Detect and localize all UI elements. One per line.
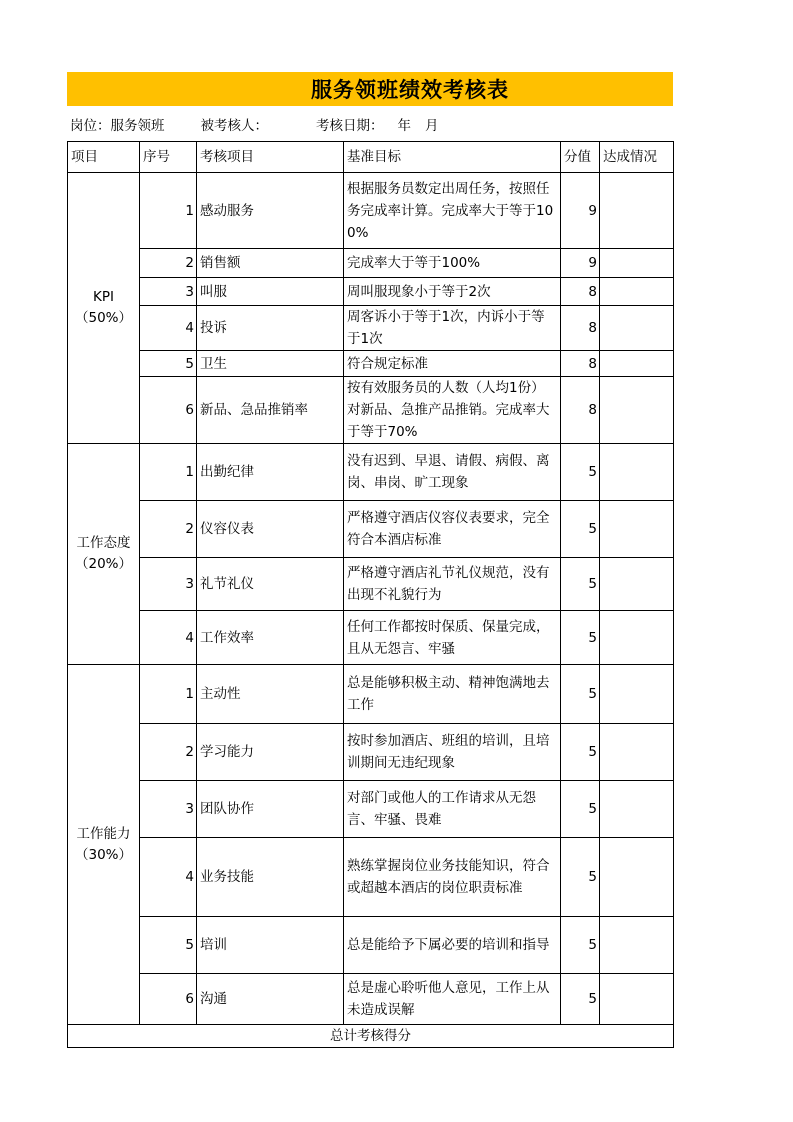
result-cell[interactable] [600,306,674,351]
target-cell: 严格遵守酒店仪容仪表要求，完全符合本酒店标准 [344,501,561,558]
assessee-label: 被考核人： [200,118,268,134]
item-name-cell: 业务技能 [197,838,344,917]
score-cell: 8 [561,278,600,306]
table-row [68,173,674,249]
item-name-cell: 投诉 [197,306,344,351]
result-cell[interactable] [600,781,674,838]
score-cell: 5 [561,781,600,838]
total-row [68,1025,674,1048]
item-name-cell: 培训 [197,917,344,974]
target-cell: 任何工作都按时保质、保量完成，且从无怨言、牢骚 [344,611,561,665]
table-row [68,558,674,611]
target-cell: 完成率大于等于100% [344,249,561,278]
header-score: 分值 [561,142,600,173]
table-row [68,917,674,974]
target-cell: 总是能给予下属必要的培训和指导 [344,917,561,974]
table-row [68,351,674,377]
result-cell[interactable] [600,665,674,724]
result-cell[interactable] [600,351,674,377]
total-score-label: 总计考核得分 [68,1025,674,1048]
header-row [68,142,674,173]
item-name-cell: 工作效率 [197,611,344,665]
score-cell: 5 [561,558,600,611]
score-cell: 5 [561,611,600,665]
year-label: 年 [397,118,411,134]
target-cell: 周叫服现象小于等于2次 [344,278,561,306]
score-cell: 8 [561,377,600,444]
position-value: 服务领班 [110,118,165,134]
item-name-cell: 主动性 [197,665,344,724]
date-label: 考核日期： [316,118,384,134]
item-name-cell: 仪容仪表 [197,501,344,558]
target-cell: 严格遵守酒店礼节礼仪规范，没有出现不礼貌行为 [344,558,561,611]
seq-cell: 2 [140,501,197,558]
target-cell: 符合规定标准 [344,351,561,377]
table-row [68,377,674,444]
item-name-cell: 叫服 [197,278,344,306]
header-item: 考核项目 [197,142,344,173]
result-cell[interactable] [600,278,674,306]
table-row [68,306,674,351]
seq-cell: 1 [140,444,197,501]
seq-cell: 3 [140,558,197,611]
header-seq: 序号 [140,142,197,173]
seq-cell: 2 [140,724,197,781]
seq-cell: 1 [140,665,197,724]
target-cell: 对部门或他人的工作请求从无怨言、牢骚、畏难 [344,781,561,838]
item-name-cell: 新品、急品推销率 [197,377,344,444]
seq-cell: 6 [140,974,197,1025]
score-cell: 5 [561,501,600,558]
table-row [68,444,674,501]
target-cell: 熟练掌握岗位业务技能知识，符合或超越本酒店的岗位职责标准 [344,838,561,917]
score-cell: 8 [561,351,600,377]
target-cell: 根据服务员数定出周任务，按照任务完成率计算。完成率大于等于100% [344,173,561,249]
score-cell: 5 [561,724,600,781]
result-cell[interactable] [600,444,674,501]
page-title: 服务领班绩效考核表 [311,78,509,102]
seq-cell: 1 [140,173,197,249]
item-name-cell: 出勤纪律 [197,444,344,501]
item-name-cell: 销售额 [197,249,344,278]
table-row [68,724,674,781]
table-row [68,781,674,838]
table-row [68,611,674,665]
item-name-cell: 沟通 [197,974,344,1025]
item-name-cell: 学习能力 [197,724,344,781]
result-cell[interactable] [600,917,674,974]
seq-cell: 6 [140,377,197,444]
info-row [70,113,439,135]
header-category: 项目 [68,142,140,173]
table-row [68,974,674,1025]
assessment-table [67,141,674,1048]
result-cell[interactable] [600,724,674,781]
table-row [68,278,674,306]
item-name-cell: 感动服务 [197,173,344,249]
seq-cell: 4 [140,306,197,351]
seq-cell: 5 [140,351,197,377]
title-bar [67,72,673,106]
target-cell: 按有效服务员的人数（人均1份）对新品、急推产品推销。完成率大于等于70% [344,377,561,444]
seq-cell: 4 [140,838,197,917]
category-cell: 工作能力（30%） [68,665,140,1025]
target-cell: 按时参加酒店、班组的培训，且培训期间无违纪现象 [344,724,561,781]
result-cell[interactable] [600,249,674,278]
score-cell: 5 [561,974,600,1025]
category-cell: KPI（50%） [68,173,140,444]
score-cell: 8 [561,306,600,351]
target-cell: 总是虚心聆听他人意见，工作上从未造成误解 [344,974,561,1025]
result-cell[interactable] [600,377,674,444]
position-label: 岗位： [70,118,111,134]
month-label: 月 [425,118,439,134]
item-name-cell: 卫生 [197,351,344,377]
score-cell: 5 [561,665,600,724]
table-row [68,249,674,278]
item-name-cell: 团队协作 [197,781,344,838]
table-row [68,501,674,558]
item-name-cell: 礼节礼仪 [197,558,344,611]
seq-cell: 3 [140,781,197,838]
seq-cell: 3 [140,278,197,306]
result-cell[interactable] [600,611,674,665]
header-result: 达成情况 [600,142,674,173]
score-cell: 5 [561,917,600,974]
result-cell[interactable] [600,974,674,1025]
seq-cell: 2 [140,249,197,278]
target-cell: 总是能够积极主动、精神饱满地去工作 [344,665,561,724]
score-cell: 9 [561,249,600,278]
score-cell: 9 [561,173,600,249]
category-cell: 工作态度（20%） [68,444,140,665]
score-cell: 5 [561,838,600,917]
table-row [68,838,674,917]
table-row [68,665,674,724]
result-cell[interactable] [600,501,674,558]
target-cell: 周客诉小于等于1次，内诉小于等于1次 [344,306,561,351]
header-target: 基准目标 [344,142,561,173]
result-cell[interactable] [600,558,674,611]
score-cell: 5 [561,444,600,501]
result-cell[interactable] [600,173,674,249]
result-cell[interactable] [600,838,674,917]
target-cell: 没有迟到、早退、请假、病假、离岗、串岗、旷工现象 [344,444,561,501]
seq-cell: 4 [140,611,197,665]
seq-cell: 5 [140,917,197,974]
